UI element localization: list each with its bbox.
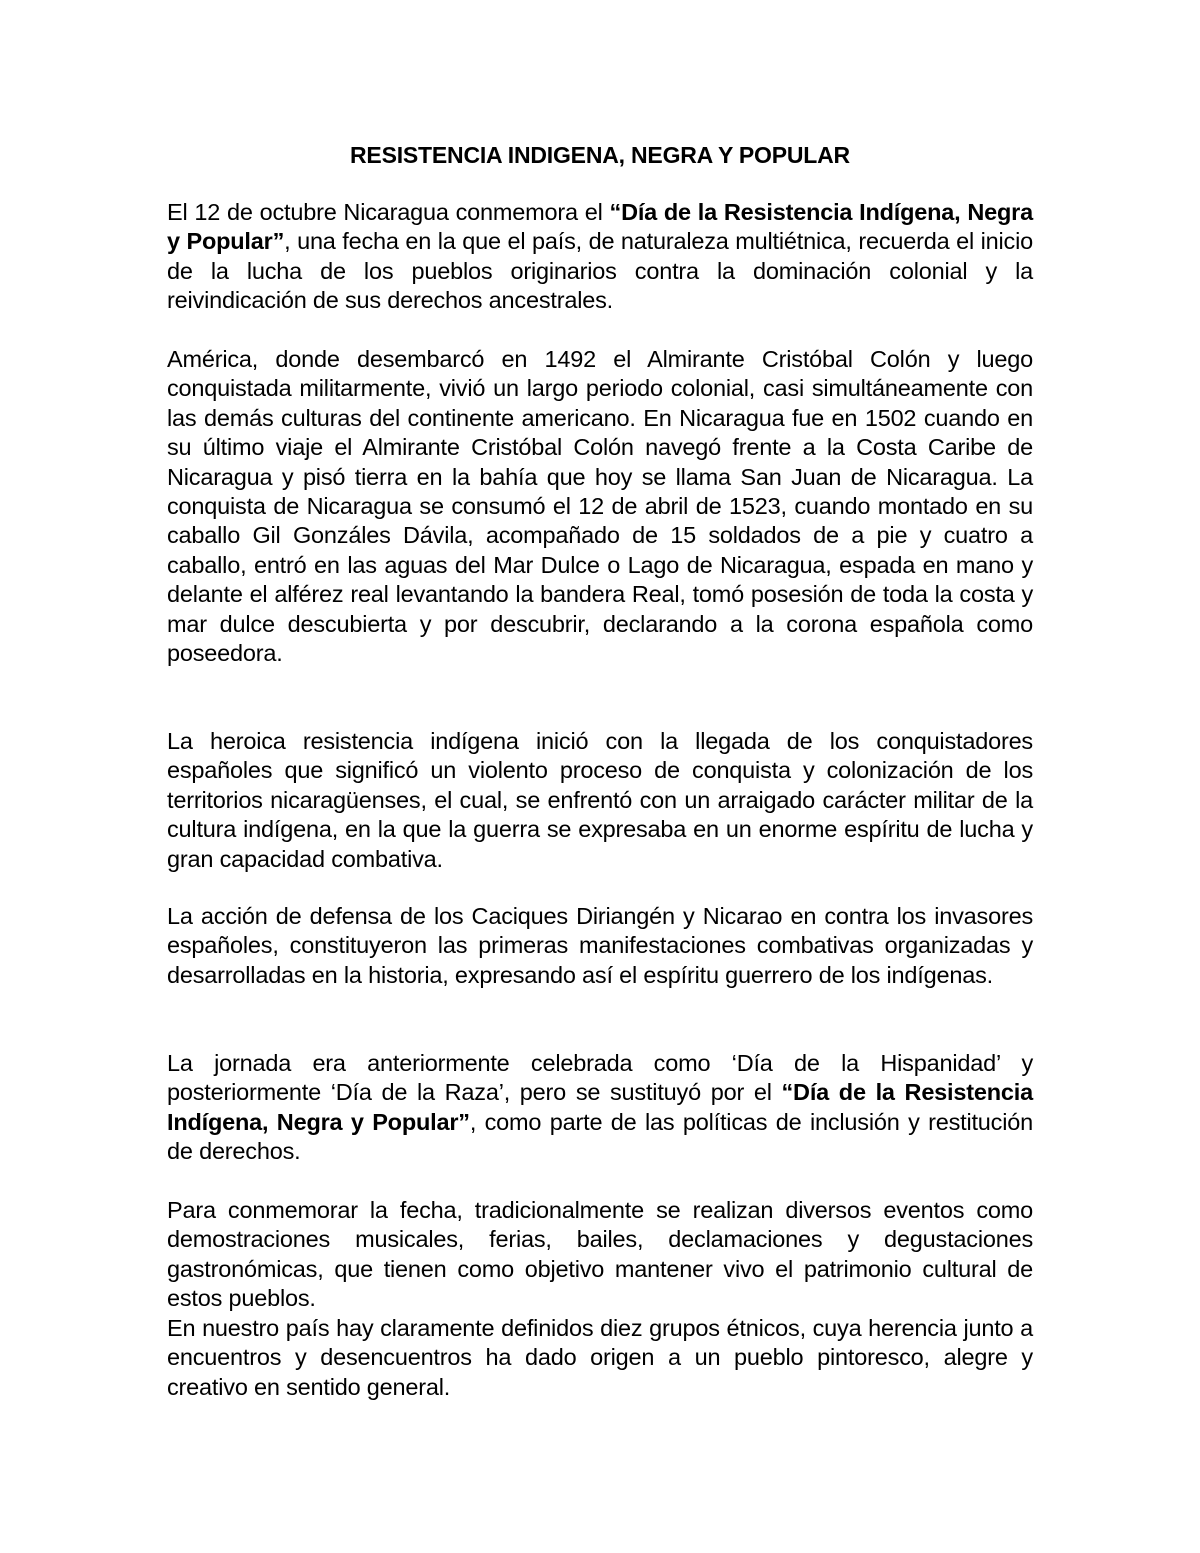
paragraph-1-rest: , una fecha en la que el país, de naturaleza multiétnica, recuerda el inicio de la lucha de los pueblos originarios contra la dominación colonial y la reivindicación de sus derechos ancestrales. — [167, 228, 1033, 314]
paragraph-6: Para conmemorar la fecha, tradicionalmente se realizan diversos eventos como demostraciones musicales, ferias, bailes, declamaciones y degustaciones gastronómicas, que tienen como objetivo mantener vivo el patrimonio cultural de estos pueblos. — [167, 1197, 1033, 1312]
paragraph-5 — [167, 1049, 1033, 1167]
paragraph-3: La heroica resistencia indígena inició con la llegada de los conquistadores españoles que significó un violento proceso de conquista y colonización de los territorios nicaragüenses, el cual, se enfrentó con un arraigado carácter militar de la cultura indígena, en la que la guerra se expresaba en un enorme espíritu de lucha y gran capacidad combativa. — [167, 728, 1033, 872]
paragraph-1-bold-name: “Día de la Resistencia Indígena, Negra y Popular” — [167, 199, 1033, 255]
paragraph-7: En nuestro país hay claramente definidos diez grupos étnicos, cuya herencia junto a encuentros y desencuentros ha dado origen a un pueblo pintoresco, alegre y creativo en sentido general. — [167, 1315, 1033, 1400]
paragraph-5-intro: La jornada era anteriormente celebrada como ‘Día de la Hispanidad’ y posteriormente ‘Día de la Raza’, pero se sustituyó por el — [167, 1050, 1033, 1106]
paragraph-1 — [167, 198, 1033, 316]
paragraph-5-rest: , como parte de las políticas de inclusión y restitución de derechos. — [167, 1108, 1033, 1165]
document-title: RESISTENCIA INDIGENA, NEGRA Y POPULAR — [350, 142, 850, 168]
paragraph-1-intro: El 12 de octubre Nicaragua conmemora el — [167, 199, 610, 225]
paragraph-5-bold-name: “Día de la Resistencia Indígena, Negra y Popular” — [167, 1079, 1033, 1135]
paragraph-4: La acción de defensa de los Caciques Diriangén y Nicarao en contra los invasores españoles, constituyeron las primeras manifestaciones combativas organizadas y desarrolladas en la historia, expresando así el espíritu guerrero de los indígenas. — [167, 903, 1033, 988]
paragraph-2: América, donde desembarcó en 1492 el Almirante Cristóbal Colón y luego conquistada militarmente, vivió un largo periodo colonial, casi simultáneamente con las demás culturas del continente americano. En Nicaragua fue en 1502 cuando en su último viaje el Almirante Cristóbal Colón navegó frente a la Costa Caribe de Nicaragua y pisó tierra en la bahía que hoy se llama San Juan de Nicaragua. La conquista de Nicaragua se consumó el 12 de abril de 1523, cuando montado en su caballo Gil Gonzáles Dávila, acompañado de 15 soldados de a pie y cuatro a caballo, entró en las aguas del Mar Dulce o Lago de Nicaragua, espada en mano y delante el alférez real levantando la bandera Real, tomó posesión de toda la costa y mar dulce descubierta y por descubrir, declarando a la corona española como poseedora. — [167, 346, 1033, 667]
